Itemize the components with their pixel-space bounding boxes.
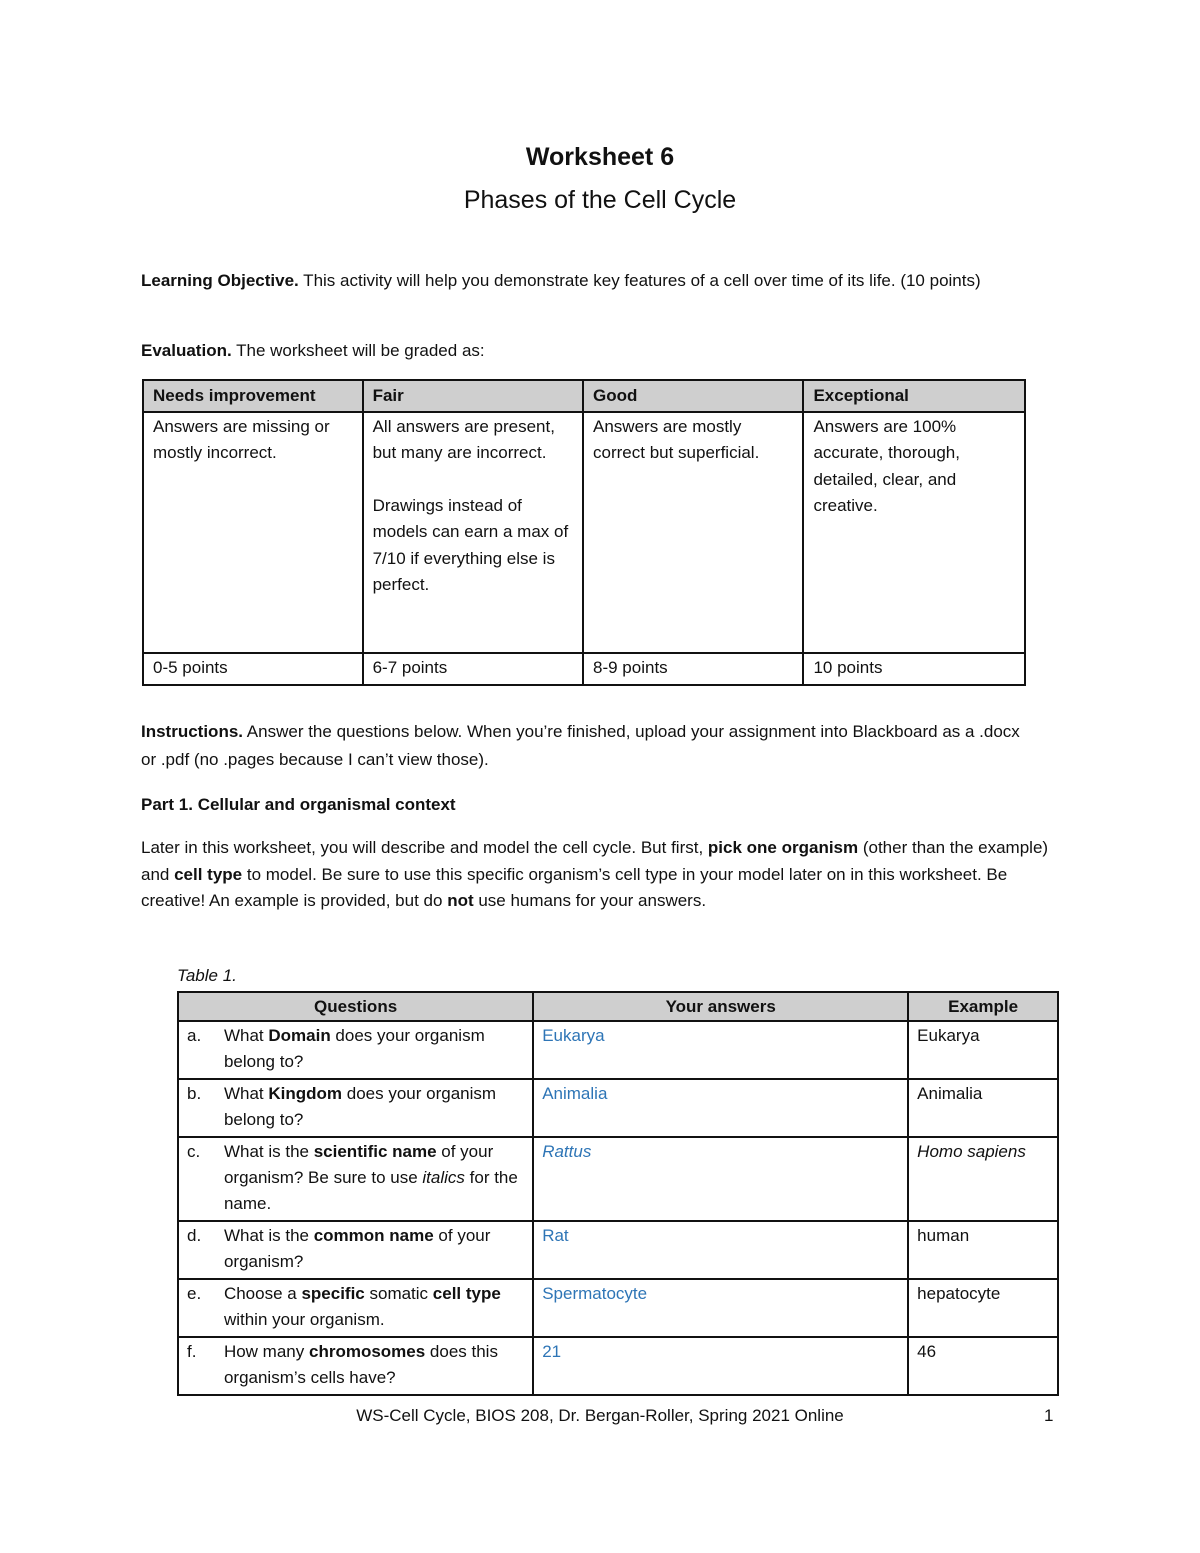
row-letter: d. xyxy=(178,1221,212,1279)
rubric-header-fair: Fair xyxy=(363,380,583,412)
table-row xyxy=(178,1021,1058,1079)
row-letter: e. xyxy=(178,1279,212,1337)
row-answer[interactable]: Eukarya xyxy=(533,1021,908,1079)
rubric-points-fair: 6-7 points xyxy=(363,653,583,686)
table1-caption: Table 1. xyxy=(177,966,237,985)
instructions xyxy=(141,718,1021,774)
learning-objective-text: This activity will help you demonstrate key features of a cell over time of its life. (10 points) xyxy=(298,271,981,290)
row-answer[interactable]: Spermatocyte xyxy=(533,1279,908,1337)
part1-heading-text: Part 1. Cellular and organismal context xyxy=(141,795,456,814)
evaluation-rubric-table xyxy=(142,379,1026,686)
rubric-points-good: 8-9 points xyxy=(583,653,803,686)
row-example: 46 xyxy=(908,1337,1058,1395)
table-row xyxy=(178,1221,1058,1279)
table-row xyxy=(178,1079,1058,1137)
part1-text-g: use humans for your answers. xyxy=(473,891,707,910)
row-answer[interactable]: 21 xyxy=(533,1337,908,1395)
part1-text-f: not xyxy=(447,891,474,910)
rubric-header-exceptional: Exceptional xyxy=(803,380,1025,412)
row-question: What is the scientific name of your organism? Be sure to use italics for the name. xyxy=(212,1137,533,1221)
row-example: Animalia xyxy=(908,1079,1058,1137)
row-example: Eukarya xyxy=(908,1021,1058,1079)
rubric-desc-exceptional: Answers are 100% accurate, thorough, detailed, clear, and creative. xyxy=(803,412,1025,653)
rubric-desc-fair-text: All answers are present, but many are incorrect. xyxy=(372,416,555,462)
row-question: How many chromosomes does this organism’s cells have? xyxy=(212,1337,533,1395)
row-question: What is the common name of your organism? xyxy=(212,1221,533,1279)
table-row xyxy=(178,1137,1058,1221)
organism-questions-table xyxy=(177,991,1059,1396)
row-letter: c. xyxy=(178,1137,212,1221)
row-example: human xyxy=(908,1221,1058,1279)
row-question: What Kingdom does your organism belong to? xyxy=(212,1079,533,1137)
evaluation-intro xyxy=(141,337,1061,364)
page-subtitle: Phases of the Cell Cycle xyxy=(463,186,737,214)
evaluation-text: The worksheet will be graded as: xyxy=(231,341,485,360)
learning-objective xyxy=(141,267,1061,294)
rubric-desc-needs-improvement: Answers are missing or mostly incorrect. xyxy=(143,412,363,653)
row-example: hepatocyte xyxy=(908,1279,1058,1337)
table1-header-example: Example xyxy=(908,992,1058,1021)
part1-text-c: (other than the example) and xyxy=(141,838,1049,884)
row-answer[interactable]: Rattus xyxy=(533,1137,908,1221)
row-example: Homo sapiens xyxy=(908,1137,1058,1221)
table1-header-questions: Questions xyxy=(178,992,533,1021)
page-footer: WS-Cell Cycle, BIOS 208, Dr. Bergan-Roller, Spring 2021 Online xyxy=(356,1406,844,1425)
part1-text-a: Later in this worksheet, you will describe and model the cell cycle. But first, xyxy=(141,838,708,857)
page-title: Worksheet 6 xyxy=(525,143,675,171)
table1-header-answers: Your answers xyxy=(533,992,908,1021)
learning-objective-label: Learning Objective. xyxy=(141,271,299,290)
rubric-points-exceptional: 10 points xyxy=(803,653,1025,686)
row-letter: a. xyxy=(178,1021,212,1079)
table-row xyxy=(178,1337,1058,1395)
rubric-desc-good: Answers are mostly correct but superficial. xyxy=(583,412,803,653)
part1-paragraph xyxy=(141,835,1056,915)
row-answer[interactable]: Animalia xyxy=(533,1079,908,1137)
row-letter: f. xyxy=(178,1337,212,1395)
table-row xyxy=(178,1279,1058,1337)
row-answer[interactable]: Rat xyxy=(533,1221,908,1279)
rubric-header-good: Good xyxy=(583,380,803,412)
part1-text-d: cell type xyxy=(174,864,243,884)
row-letter: b. xyxy=(178,1079,212,1137)
instructions-text: Answer the questions below. When you’re finished, upload your assignment into Blackboard as a .docx or .pdf (no .pages because I can’t view those). xyxy=(141,722,1020,769)
instructions-label: Instructions. xyxy=(141,722,244,741)
part1-text-e: to model. Be sure to use this specific organism’s cell type in your model later on in this worksheet. Be creative! An example is provided, but do xyxy=(141,864,1008,910)
rubric-desc-fair xyxy=(363,412,583,653)
rubric-points-needs-improvement: 0-5 points xyxy=(143,653,363,686)
evaluation-label: Evaluation. xyxy=(141,341,232,360)
rubric-header-needs-improvement: Needs improvement xyxy=(143,380,363,412)
page-number: 1 xyxy=(1044,1406,1054,1425)
rubric-fair-note: Drawings instead of models can earn a max of 7/10 if everything else is perfect. xyxy=(372,495,569,594)
row-question: What Domain does your organism belong to? xyxy=(212,1021,533,1079)
row-question: Choose a specific somatic cell type within your organism. xyxy=(212,1279,533,1337)
part1-heading xyxy=(141,791,1061,818)
part1-text-b: pick one organism xyxy=(707,838,859,857)
